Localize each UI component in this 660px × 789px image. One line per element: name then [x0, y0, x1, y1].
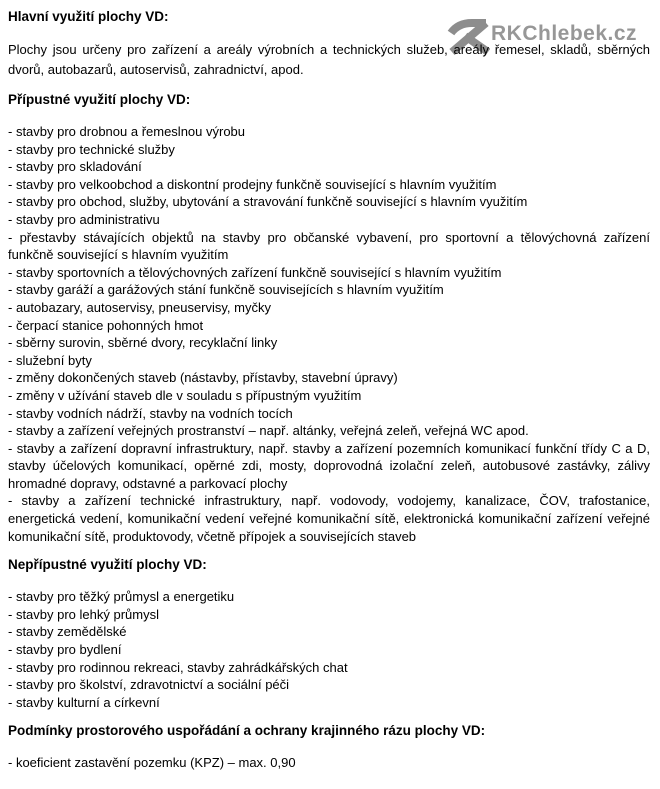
list-item: - stavby a zařízení dopravní infrastruktury, např. stavby a zařízení pozemních komunikací funkční třídy C a D, stavby účelových komunikací, opěrné zdi, mosty, doprovodná izolační zeleň, autobusové zastávky, zálivy hromadné dopravy, odstavné a parkovací plochy: [8, 440, 650, 491]
list-item: - stavby a zařízení technické infrastruktury, např. vodovody, vodojemy, kanalizace, ČOV, trafostanice, energetická vedení, komunikační vedení veřejné komunikační sítě, elektronická komunikační zařízení veřejné komunikační sítě, produktovody, včetně přípojek a souvisejících staveb: [8, 493, 650, 544]
section: [8, 91, 650, 545]
section: [8, 556, 650, 711]
list-item: - stavby garáží a garážových stání funkčně souvisejících s hlavním využitím: [8, 282, 444, 298]
section-heading: Nepřípustné využití plochy VD:: [8, 557, 207, 573]
list-item: - stavby zemědělské: [8, 624, 127, 640]
list-item: - stavby pro obchod, služby, ubytování a stravování funkčně související s hlavním využitím: [8, 194, 528, 210]
list-item: - sběrny surovin, sběrné dvory, recyklační linky: [8, 335, 278, 351]
list-item: - koeficient zastavění pozemku (KPZ) – max. 0,90: [8, 755, 296, 771]
watermark-text: RKChlebek.cz: [491, 22, 638, 45]
list-item: - stavby sportovních a tělovýchovných zařízení funkčně související s hlavním využitím: [8, 264, 502, 280]
list-item: - stavby pro školství, zdravotnictví a sociální péči: [8, 677, 290, 693]
list-item: - stavby pro rodinnou rekreaci, stavby zahrádkářských chat: [8, 659, 348, 675]
list-item: - změny v užívání staveb dle v souladu s přípustným využitím: [8, 387, 362, 403]
section-heading: Hlavní využití plochy VD:: [8, 9, 169, 24]
list-item: - stavby pro drobnou a řemeslnou výrobu: [8, 124, 246, 139]
section-paragraph: Plochy jsou určeny pro zařízení a areály výrobních a technických služeb, areály řemesel, skladů, sběrných dvorů, autobazarů, autoservisů, zahradnictví, apod.: [8, 42, 650, 77]
section-heading: Přípustné využití plochy VD:: [8, 92, 191, 107]
section: [8, 722, 650, 772]
list-item: - stavby pro bydlení: [8, 642, 122, 658]
list-item: - stavby a zařízení veřejných prostranství – např. altánky, veřejná zeleň, veřejná WC apod.: [8, 423, 529, 439]
list-item: - stavby kulturní a církevní: [8, 694, 160, 710]
list-item: - stavby pro velkoobchod a diskontní prodejny funkčně související s hlavním využitím: [8, 176, 497, 192]
section: [8, 8, 650, 80]
list-item: - čerpací stanice pohonných hmot: [8, 317, 204, 333]
list-item: - přestavby stávajících objektů na stavby pro občanské vybavení, pro sportovní a tělovýchovná zařízení funkčně související s hlavním využitím: [8, 229, 650, 263]
list-item: - stavby pro skladování: [8, 159, 142, 175]
section-heading: Podmínky prostorového uspořádání a ochrany krajinného rázu plochy VD:: [8, 723, 486, 739]
list-item: - změny dokončených staveb (nástavby, přístavby, stavební úpravy): [8, 370, 398, 386]
list-item: - stavby pro těžký průmysl a energetiku: [8, 589, 235, 605]
list-item: - stavby pro lehký průmysl: [8, 606, 159, 622]
list-item: - autobazary, autoservisy, pneuservisy, myčky: [8, 299, 271, 315]
list-item: - služební byty: [8, 352, 92, 368]
list-item: - stavby pro administrativu: [8, 211, 160, 227]
list-item: - stavby vodních nádrží, stavby na vodních tocích: [8, 405, 293, 421]
list-item: - stavby pro technické služby: [8, 141, 175, 157]
